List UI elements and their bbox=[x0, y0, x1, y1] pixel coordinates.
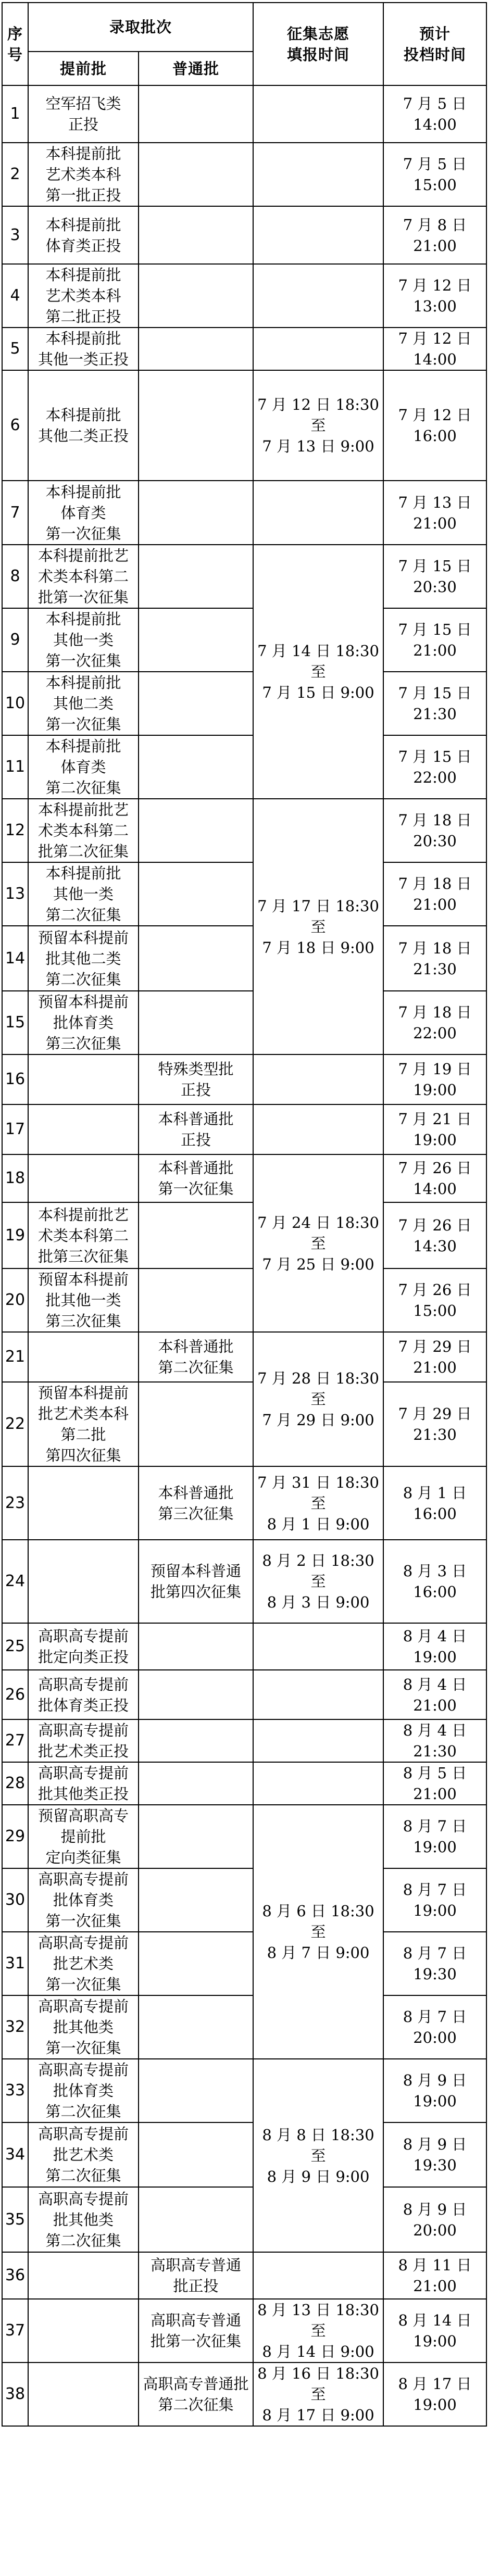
early-batch-cell: 高职高专提前 批其他类正投 bbox=[28, 1762, 139, 1805]
normal-batch-cell bbox=[139, 85, 253, 143]
row-number: 27 bbox=[2, 1719, 28, 1762]
early-batch-cell: 高职高专提前 批艺术类正投 bbox=[28, 1719, 139, 1762]
row-number: 2 bbox=[2, 143, 28, 206]
submit-time-cell: 7 月 18 日 21:00 bbox=[383, 862, 486, 926]
table-row bbox=[2, 1623, 486, 1670]
fill-time-cell bbox=[253, 481, 383, 545]
row-number: 8 bbox=[2, 545, 28, 608]
normal-batch-cell bbox=[139, 991, 253, 1054]
normal-batch-cell bbox=[139, 2059, 253, 2122]
normal-batch-cell bbox=[139, 926, 253, 991]
early-batch-cell: 本科提前批艺 术类本科第二 批第二次征集 bbox=[28, 799, 139, 862]
early-batch-cell bbox=[28, 1332, 139, 1382]
normal-batch-cell bbox=[139, 1623, 253, 1670]
submit-time-cell: 7 月 29 日 21:30 bbox=[383, 1382, 486, 1466]
normal-batch-cell: 高职高专普通 批正投 bbox=[139, 2252, 253, 2299]
submit-time-cell: 8 月 7 日 19:30 bbox=[383, 1932, 486, 1995]
submit-time-cell: 7 月 12 日 16:00 bbox=[383, 370, 486, 481]
table-row bbox=[2, 1762, 486, 1805]
table-row bbox=[2, 1382, 486, 1466]
normal-batch-cell: 高职高专普通 批第一次征集 bbox=[139, 2299, 253, 2363]
row-number: 16 bbox=[2, 1054, 28, 1104]
submit-time-cell: 7 月 15 日 22:00 bbox=[383, 735, 486, 799]
row-number: 4 bbox=[2, 264, 28, 328]
submit-time-cell: 8 月 7 日 20:00 bbox=[383, 1995, 486, 2059]
table-row bbox=[2, 1932, 486, 1995]
early-batch-cell bbox=[28, 2363, 139, 2426]
normal-batch-cell bbox=[139, 1268, 253, 1332]
submit-time-cell: 8 月 9 日 19:00 bbox=[383, 2059, 486, 2122]
table-row bbox=[2, 608, 486, 672]
fill-time-cell bbox=[253, 85, 383, 143]
fill-time-cell bbox=[253, 143, 383, 206]
table-row bbox=[2, 481, 486, 545]
submit-time-cell: 7 月 5 日 15:00 bbox=[383, 143, 486, 206]
early-batch-cell: 高职高专提前 批其他类 第一次征集 bbox=[28, 1995, 139, 2059]
header-fill-time: 征集志愿 填报时间 bbox=[253, 3, 383, 85]
normal-batch-cell: 特殊类型批 正投 bbox=[139, 1054, 253, 1104]
table-row bbox=[2, 2299, 486, 2363]
row-number: 25 bbox=[2, 1623, 28, 1670]
early-batch-cell: 本科提前批 体育类 第一次征集 bbox=[28, 481, 139, 545]
submit-time-cell: 8 月 17 日 19:00 bbox=[383, 2363, 486, 2426]
submit-time-cell: 8 月 4 日 19:00 bbox=[383, 1623, 486, 1670]
table-row bbox=[2, 1868, 486, 1932]
table-row bbox=[2, 370, 486, 481]
table-row bbox=[2, 85, 486, 143]
table-row bbox=[2, 1540, 486, 1623]
fill-time-cell: 8 月 8 日 18:30 至 8 月 9 日 9:00 bbox=[253, 2059, 383, 2252]
submit-time-cell: 8 月 4 日 21:00 bbox=[383, 1670, 486, 1719]
row-number: 22 bbox=[2, 1382, 28, 1466]
early-batch-cell: 预留本科提前 批其他二类 第二次征集 bbox=[28, 926, 139, 991]
table-row bbox=[2, 1719, 486, 1762]
admission-schedule-table bbox=[2, 2, 487, 2427]
normal-batch-cell bbox=[139, 608, 253, 672]
normal-batch-cell bbox=[139, 1202, 253, 1268]
normal-batch-cell: 本科普通批 第一次征集 bbox=[139, 1154, 253, 1202]
header-seq: 序 号 bbox=[2, 3, 28, 85]
submit-time-cell: 7 月 26 日 15:00 bbox=[383, 1268, 486, 1332]
early-batch-cell bbox=[28, 1540, 139, 1623]
normal-batch-cell bbox=[139, 2187, 253, 2252]
row-number: 9 bbox=[2, 608, 28, 672]
table-row bbox=[2, 264, 486, 328]
normal-batch-cell: 预留本科普通 批第四次征集 bbox=[139, 1540, 253, 1623]
row-number: 38 bbox=[2, 2363, 28, 2426]
normal-batch-cell bbox=[139, 2122, 253, 2187]
row-number: 37 bbox=[2, 2299, 28, 2363]
normal-batch-cell bbox=[139, 264, 253, 328]
table-row bbox=[2, 862, 486, 926]
early-batch-cell: 高职高专提前 批体育类正投 bbox=[28, 1670, 139, 1719]
submit-time-cell: 8 月 7 日 19:00 bbox=[383, 1868, 486, 1932]
normal-batch-cell bbox=[139, 799, 253, 862]
submit-time-cell: 7 月 18 日 21:30 bbox=[383, 926, 486, 991]
fill-time-cell: 8 月 16 日 18:30 至 8 月 17 日 9:00 bbox=[253, 2363, 383, 2426]
fill-time-cell: 7 月 31 日 18:30 至 8 月 1 日 9:00 bbox=[253, 1466, 383, 1540]
normal-batch-cell bbox=[139, 143, 253, 206]
early-batch-cell: 本科提前批 其他一类 第一次征集 bbox=[28, 608, 139, 672]
fill-time-cell bbox=[253, 264, 383, 328]
row-number: 24 bbox=[2, 1540, 28, 1623]
early-batch-cell: 预留本科提前 批体育类 第三次征集 bbox=[28, 991, 139, 1054]
normal-batch-cell bbox=[139, 545, 253, 608]
early-batch-cell: 本科提前批 其他二类正投 bbox=[28, 370, 139, 481]
early-batch-cell bbox=[28, 1154, 139, 1202]
header-batch: 录取批次 bbox=[28, 3, 253, 52]
normal-batch-cell bbox=[139, 1805, 253, 1868]
row-number: 18 bbox=[2, 1154, 28, 1202]
submit-time-cell: 8 月 11 日 21:00 bbox=[383, 2252, 486, 2299]
early-batch-cell: 预留高职高专 提前批 定向类征集 bbox=[28, 1805, 139, 1868]
row-number: 23 bbox=[2, 1466, 28, 1540]
row-number: 35 bbox=[2, 2187, 28, 2252]
submit-time-cell: 8 月 14 日 19:00 bbox=[383, 2299, 486, 2363]
row-number: 14 bbox=[2, 926, 28, 991]
normal-batch-cell: 本科普通批 第三次征集 bbox=[139, 1466, 253, 1540]
early-batch-cell: 预留本科提前 批其他一类 第三次征集 bbox=[28, 1268, 139, 1332]
normal-batch-cell bbox=[139, 1868, 253, 1932]
submit-time-cell: 7 月 26 日 14:00 bbox=[383, 1154, 486, 1202]
early-batch-cell: 空军招飞类 正投 bbox=[28, 85, 139, 143]
fill-time-cell: 8 月 2 日 18:30 至 8 月 3 日 9:00 bbox=[253, 1540, 383, 1623]
fill-time-cell bbox=[253, 1719, 383, 1762]
table-row bbox=[2, 206, 486, 264]
early-batch-cell: 高职高专提前 批体育类 第二次征集 bbox=[28, 2059, 139, 2122]
early-batch-cell: 本科提前批艺 术类本科第二 批第三次征集 bbox=[28, 1202, 139, 1268]
table-row bbox=[2, 2059, 486, 2122]
row-number: 21 bbox=[2, 1332, 28, 1382]
table-row bbox=[2, 1154, 486, 1202]
submit-time-cell: 8 月 5 日 21:00 bbox=[383, 1762, 486, 1805]
early-batch-cell: 本科提前批艺 术类本科第二 批第一次征集 bbox=[28, 545, 139, 608]
fill-time-cell bbox=[253, 1670, 383, 1719]
normal-batch-cell bbox=[139, 328, 253, 370]
table-row bbox=[2, 2187, 486, 2252]
fill-time-cell: 8 月 6 日 18:30 至 8 月 7 日 9:00 bbox=[253, 1805, 383, 2059]
row-number: 12 bbox=[2, 799, 28, 862]
normal-batch-cell bbox=[139, 1670, 253, 1719]
row-number: 19 bbox=[2, 1202, 28, 1268]
table-row bbox=[2, 735, 486, 799]
submit-time-cell: 8 月 7 日 19:00 bbox=[383, 1805, 486, 1868]
early-batch-cell: 本科提前批 艺术类本科 第一批正投 bbox=[28, 143, 139, 206]
early-batch-cell: 高职高专提前 批体育类 第一次征集 bbox=[28, 1868, 139, 1932]
submit-time-cell: 8 月 1 日 16:00 bbox=[383, 1466, 486, 1540]
row-number: 28 bbox=[2, 1762, 28, 1805]
normal-batch-cell bbox=[139, 370, 253, 481]
row-number: 11 bbox=[2, 735, 28, 799]
fill-time-cell bbox=[253, 328, 383, 370]
fill-time-cell: 7 月 14 日 18:30 至 7 月 15 日 9:00 bbox=[253, 545, 383, 799]
table-row bbox=[2, 799, 486, 862]
table-row bbox=[2, 143, 486, 206]
fill-time-cell bbox=[253, 1623, 383, 1670]
table-row bbox=[2, 1202, 486, 1268]
early-batch-cell bbox=[28, 1466, 139, 1540]
row-number: 13 bbox=[2, 862, 28, 926]
fill-time-cell bbox=[253, 2252, 383, 2299]
header-early-batch: 提前批 bbox=[28, 52, 139, 85]
normal-batch-cell bbox=[139, 672, 253, 735]
early-batch-cell: 本科提前批 体育类正投 bbox=[28, 206, 139, 264]
normal-batch-cell bbox=[139, 735, 253, 799]
table-row bbox=[2, 2363, 486, 2426]
table-row bbox=[2, 926, 486, 991]
fill-time-cell bbox=[253, 206, 383, 264]
early-batch-cell: 本科提前批 体育类 第二次征集 bbox=[28, 735, 139, 799]
submit-time-cell: 8 月 3 日 16:00 bbox=[383, 1540, 486, 1623]
table-row bbox=[2, 1995, 486, 2059]
early-batch-cell: 本科提前批 其他一类 第二次征集 bbox=[28, 862, 139, 926]
normal-batch-cell: 本科普通批 第二次征集 bbox=[139, 1332, 253, 1382]
fill-time-cell: 7 月 24 日 18:30 至 7 月 25 日 9:00 bbox=[253, 1154, 383, 1332]
submit-time-cell: 7 月 12 日 13:00 bbox=[383, 264, 486, 328]
submit-time-cell: 7 月 21 日 19:00 bbox=[383, 1104, 486, 1154]
fill-time-cell bbox=[253, 1104, 383, 1154]
early-batch-cell: 本科提前批 其他二类 第一次征集 bbox=[28, 672, 139, 735]
row-number: 7 bbox=[2, 481, 28, 545]
submit-time-cell: 8 月 9 日 20:00 bbox=[383, 2187, 486, 2252]
normal-batch-cell bbox=[139, 206, 253, 264]
normal-batch-cell bbox=[139, 1382, 253, 1466]
row-number: 30 bbox=[2, 1868, 28, 1932]
table-row bbox=[2, 1670, 486, 1719]
row-number: 33 bbox=[2, 2059, 28, 2122]
submit-time-cell: 8 月 4 日 21:30 bbox=[383, 1719, 486, 1762]
normal-batch-cell bbox=[139, 1995, 253, 2059]
row-number: 32 bbox=[2, 1995, 28, 2059]
row-number: 29 bbox=[2, 1805, 28, 1868]
row-number: 26 bbox=[2, 1670, 28, 1719]
early-batch-cell bbox=[28, 2252, 139, 2299]
submit-time-cell: 7 月 18 日 22:00 bbox=[383, 991, 486, 1054]
early-batch-cell: 高职高专提前 批艺术类 第二次征集 bbox=[28, 2122, 139, 2187]
row-number: 15 bbox=[2, 991, 28, 1054]
early-batch-cell: 本科提前批 其他一类正投 bbox=[28, 328, 139, 370]
submit-time-cell: 7 月 8 日 21:00 bbox=[383, 206, 486, 264]
early-batch-cell: 高职高专提前 批艺术类 第一次征集 bbox=[28, 1932, 139, 1995]
submit-time-cell: 7 月 18 日 20:30 bbox=[383, 799, 486, 862]
row-number: 20 bbox=[2, 1268, 28, 1332]
row-number: 3 bbox=[2, 206, 28, 264]
normal-batch-cell bbox=[139, 1719, 253, 1762]
fill-time-cell bbox=[253, 1054, 383, 1104]
row-number: 17 bbox=[2, 1104, 28, 1154]
row-number: 1 bbox=[2, 85, 28, 143]
table-row bbox=[2, 672, 486, 735]
header-normal-batch: 普通批 bbox=[139, 52, 253, 85]
submit-time-cell: 7 月 19 日 19:00 bbox=[383, 1054, 486, 1104]
table-row bbox=[2, 1805, 486, 1868]
early-batch-cell: 高职高专提前 批定向类正投 bbox=[28, 1623, 139, 1670]
fill-time-cell: 8 月 13 日 18:30 至 8 月 14 日 9:00 bbox=[253, 2299, 383, 2363]
submit-time-cell: 7 月 15 日 21:30 bbox=[383, 672, 486, 735]
submit-time-cell: 7 月 15 日 21:00 bbox=[383, 608, 486, 672]
normal-batch-cell: 本科普通批 正投 bbox=[139, 1104, 253, 1154]
submit-time-cell: 7 月 12 日 14:00 bbox=[383, 328, 486, 370]
submit-time-cell: 7 月 26 日 14:30 bbox=[383, 1202, 486, 1268]
early-batch-cell: 本科提前批 艺术类本科 第二批正投 bbox=[28, 264, 139, 328]
row-number: 10 bbox=[2, 672, 28, 735]
normal-batch-cell bbox=[139, 481, 253, 545]
fill-time-cell: 7 月 12 日 18:30 至 7 月 13 日 9:00 bbox=[253, 370, 383, 481]
table-row bbox=[2, 545, 486, 608]
row-number: 36 bbox=[2, 2252, 28, 2299]
table-row bbox=[2, 1104, 486, 1154]
row-number: 31 bbox=[2, 1932, 28, 1995]
header-submit-time: 预计 投档时间 bbox=[383, 3, 486, 85]
submit-time-cell: 7 月 15 日 20:30 bbox=[383, 545, 486, 608]
fill-time-cell bbox=[253, 1762, 383, 1805]
table-row bbox=[2, 1054, 486, 1104]
table-row bbox=[2, 2252, 486, 2299]
row-number: 6 bbox=[2, 370, 28, 481]
row-number: 5 bbox=[2, 328, 28, 370]
normal-batch-cell bbox=[139, 1932, 253, 1995]
early-batch-cell bbox=[28, 1104, 139, 1154]
early-batch-cell bbox=[28, 1054, 139, 1104]
submit-time-cell: 7 月 29 日 21:00 bbox=[383, 1332, 486, 1382]
normal-batch-cell bbox=[139, 862, 253, 926]
early-batch-cell bbox=[28, 2299, 139, 2363]
early-batch-cell: 预留本科提前 批艺术类本科 第二批 第四次征集 bbox=[28, 1382, 139, 1466]
normal-batch-cell: 高职高专普通批 第二次征集 bbox=[139, 2363, 253, 2426]
fill-time-cell: 7 月 17 日 18:30 至 7 月 18 日 9:00 bbox=[253, 799, 383, 1054]
table-row bbox=[2, 328, 486, 370]
submit-time-cell: 7 月 5 日 14:00 bbox=[383, 85, 486, 143]
table-row bbox=[2, 2122, 486, 2187]
table-row bbox=[2, 1466, 486, 1540]
table-row bbox=[2, 991, 486, 1054]
early-batch-cell: 高职高专提前 批其他类 第二次征集 bbox=[28, 2187, 139, 2252]
fill-time-cell: 7 月 28 日 18:30 至 7 月 29 日 9:00 bbox=[253, 1332, 383, 1466]
normal-batch-cell bbox=[139, 1762, 253, 1805]
submit-time-cell: 7 月 13 日 21:00 bbox=[383, 481, 486, 545]
submit-time-cell: 8 月 9 日 19:30 bbox=[383, 2122, 486, 2187]
table-row bbox=[2, 1332, 486, 1382]
header-row bbox=[2, 3, 486, 52]
table-row bbox=[2, 1268, 486, 1332]
row-number: 34 bbox=[2, 2122, 28, 2187]
